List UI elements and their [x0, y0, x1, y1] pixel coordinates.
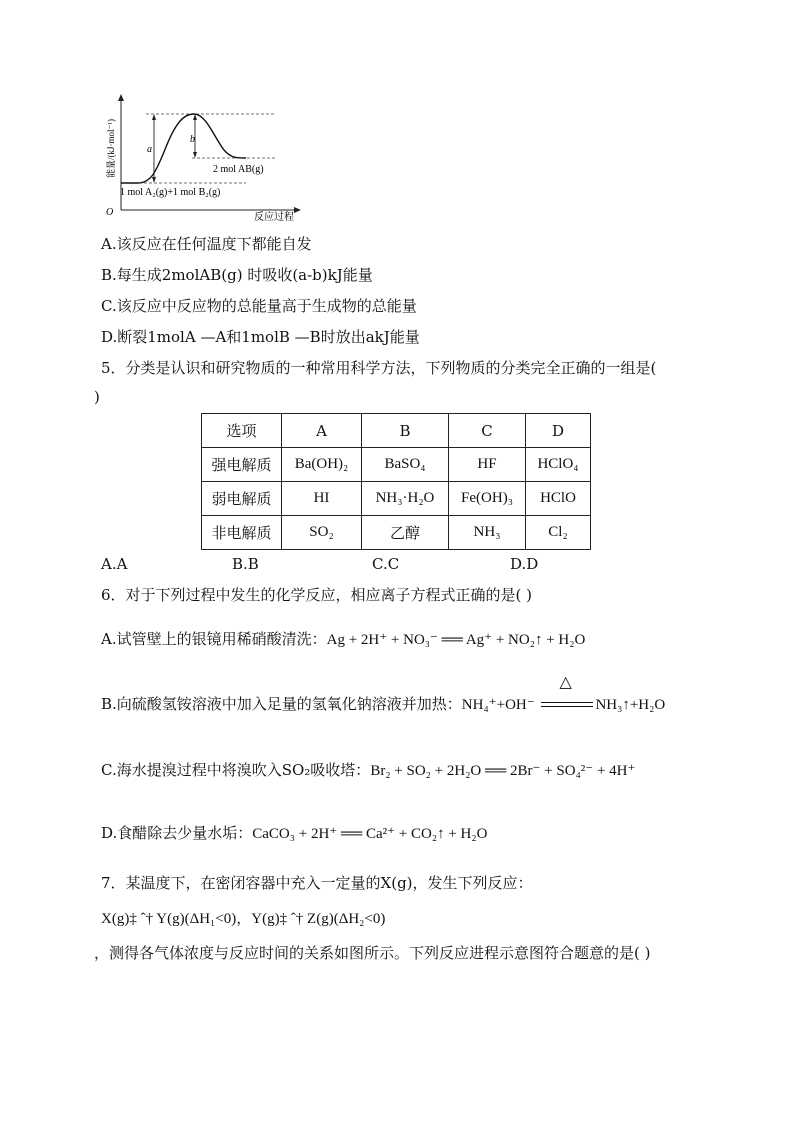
energy-diagram: [96, 92, 310, 226]
q6-option-a-equation: Ag + 2H⁺ + NO₃⁻ ══ Ag⁺ + NO₂↑ + H₂O: [326, 632, 586, 648]
label-a: a: [147, 144, 152, 155]
q4-option-a: A.该反应在任何温度下都能自发: [101, 235, 312, 253]
table-cell: HClO₄: [526, 448, 591, 482]
table-header-cell: B: [362, 414, 449, 448]
q6-option-b-condition-arrow: [539, 674, 595, 712]
q5-option-b: B.B: [232, 555, 259, 573]
table-cell: 非电解质: [202, 516, 282, 550]
heat-condition: △: [559, 674, 572, 691]
reactant-label: 1 mol A₂(g)+1 mol B₂(g): [120, 187, 221, 198]
q4-option-d: D.断裂1molA —A和1molB —B时放出akJ能量: [101, 328, 420, 346]
table-cell: 强电解质: [202, 448, 282, 482]
table-header-cell: D: [526, 414, 591, 448]
table-cell: BaSO₄: [362, 448, 449, 482]
table-cell: HF: [449, 448, 526, 482]
table-cell: NH₃: [449, 516, 526, 550]
q6-option-b: [101, 674, 666, 714]
table-cell: Ba(OH)₂: [282, 448, 362, 482]
y-axis-label: 能量/(kJ·mol⁻¹): [106, 119, 116, 178]
table-cell: Fe(OH)₃: [449, 482, 526, 516]
table-header-cell: 选项: [202, 414, 282, 448]
table-cell: 乙醇: [362, 516, 449, 550]
table-row: [202, 482, 591, 516]
q5-stem-line1: 5．分类是认识和研究物质的一种常用科学方法，下列物质的分类完全正确的一组是(: [101, 359, 657, 377]
q7-line2: X(g)‡ ˆ† Y(g)(ΔH₁<0)，Y(g)‡ ˆ† Z(g)(ΔH₂<0): [101, 911, 386, 927]
q6-option-c-equation: Br₂ + SO₂ + 2H₂O ══ 2Br⁻ + SO₄²⁻ + 4H⁺: [370, 763, 636, 779]
table-cell: SO₂: [282, 516, 362, 550]
q5-option-c: C.C: [372, 555, 400, 573]
q6-stem: 6．对于下列过程中发生的化学反应，相应离子方程式正确的是( ): [101, 586, 533, 604]
q7-line3: ，测得各气体浓度与反应时间的关系如图所示。下列反应进程示意图符合题意的是( ): [94, 944, 651, 962]
q4-option-b: B.每生成2molAB(g) 时吸收(a-b)kJ能量: [101, 266, 373, 284]
q6-option-d-equation: CaCO₃ + 2H⁺ ══ Ca²⁺ + CO₂↑ + H₂O: [252, 826, 488, 842]
q6-option-b-label: B.向硫酸氢铵溶液中加入足量的氢氧化钠溶液并加热：: [101, 695, 462, 713]
q6-option-d-label: D.食醋除去少量水垢：: [101, 824, 253, 842]
product-label: 2 mol AB(g): [213, 164, 264, 175]
label-b: b: [190, 134, 195, 145]
table-header-cell: C: [449, 414, 526, 448]
q7-line1: 7．某温度下，在密闭容器中充入一定量的X(g)，发生下列反应：: [101, 874, 533, 892]
table-cell: HClO: [526, 482, 591, 516]
q6-option-b-eq-left: NH₄⁺+OH⁻: [461, 697, 535, 713]
classification-table: [201, 413, 591, 550]
q6-option-c: [101, 759, 635, 780]
q5-option-d: D.D: [510, 555, 539, 573]
table-cell: 弱电解质: [202, 482, 282, 516]
q4-option-c: C.该反应中反应物的总能量高于生成物的总能量: [101, 297, 417, 315]
q5-stem-line2: ): [94, 388, 100, 406]
origin-label: O: [106, 207, 114, 218]
table-header-cell: A: [282, 414, 362, 448]
q6-option-b-eq-right: NH₃↑+H₂O: [595, 697, 666, 713]
x-axis-arrow: [294, 207, 301, 213]
q6-option-d: [101, 822, 487, 843]
q6-option-a: [101, 628, 585, 649]
table-cell: Cl₂: [526, 516, 591, 550]
table-header-row: [202, 414, 591, 448]
q6-option-a-label: A.试管壁上的银镜用稀硝酸清洗：: [101, 630, 327, 648]
q5-option-a: A.A: [101, 555, 128, 573]
x-axis-label: 反应过程: [254, 212, 294, 223]
q6-option-c-label: C.海水提溴过程中将溴吹入SO₂吸收塔：: [101, 761, 371, 779]
table-row: [202, 516, 591, 550]
table-cell: NH₃·H₂O: [362, 482, 449, 516]
y-axis-arrow: [118, 94, 124, 101]
table-cell: HI: [282, 482, 362, 516]
table-row: [202, 448, 591, 482]
